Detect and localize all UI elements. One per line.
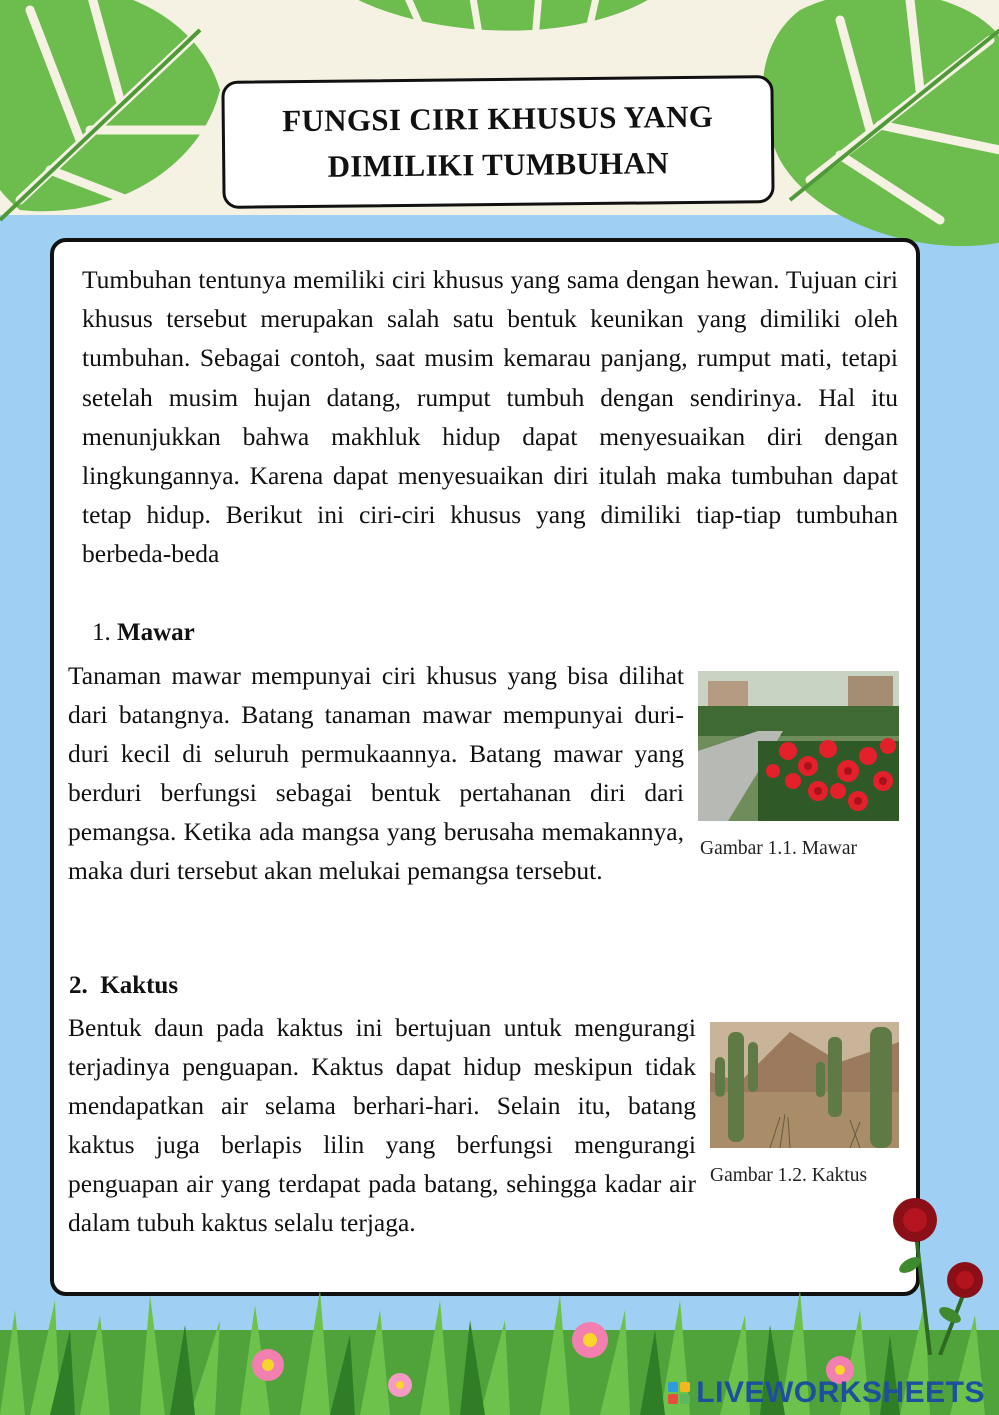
section-title: Kaktus <box>100 972 179 999</box>
monstera-leaf-right-icon <box>740 0 999 260</box>
caption-kaktus: Gambar 1.2. Kaktus <box>710 1165 868 1186</box>
intro-paragraph: Tumbuhan tentunya memiliki ciri khusus yang sama dengan hewan. Tujuan ciri khusus tersebut merupakan salah satu bentuk keunikan yang dimiliki oleh tumbuhan. Sebagai contoh, saat musim kemarau panjang, rumput mati, tetapi setelah musim hujan datang, rumput tumbuh dengan sendirinya. Hal itu menunjukkan bahwa makhluk hidup dapat menyesuaikan diri dengan lingkungannya. Karena dapat menyesuaikan diri itulah maka tumbuhan dapat tetap hidup. Berikut ini ciri-ciri khusus yang dimiliki tiap-tiap tumbuhan berbeda-beda <box>82 265 898 569</box>
rose-decoration-icon <box>870 1195 990 1355</box>
section-text-kaktus: Bentuk daun pada kaktus ini bertujuan untuk mengurangi terjadinya penguapan. Kaktus dapat hidup meskipun tidak mendapatkan air selama berhari-hari. Selain itu, batang kaktus juga berlapis lilin yang berfungsi mengurangi penguapan air yang terdapat pada batang, sehingga kadar air dalam tubuh kaktus selalu terjaga. <box>68 1013 696 1237</box>
caption-mawar: Gambar 1.1. Mawar <box>700 838 858 859</box>
title-box <box>221 75 774 209</box>
watermark-text: LIVEWORKSHEETS <box>696 1376 985 1409</box>
section-heading-mawar <box>92 619 195 647</box>
page-title-line-1: FUNGSI CIRI KHUSUS YANG <box>282 98 714 139</box>
liveworksheets-logo <box>668 1376 985 1410</box>
section-text-mawar: Tanaman mawar mempunyai ciri khusus yang bisa dilihat dari batangnya. Batang tanaman mawar mempunyai duri-duri kecil di seluruh permukaannya. Batang mawar yang berduri berfungsi sebagai bentuk pertahanan diri dari pemangsa. Ketika ada mangsa yang berusaha memakannya, maka duri tersebut akan melukai pemangsa tersebut. <box>68 661 684 885</box>
section-number: 2. <box>69 972 88 999</box>
section-heading-kaktus <box>69 972 178 1000</box>
section-number: 1. <box>92 619 111 646</box>
logo-mark-icon <box>668 1382 690 1404</box>
page-title-line-2: DIMILIKI TUMBUHAN <box>327 145 670 184</box>
rose-photo <box>698 671 899 821</box>
cactus-photo <box>710 1022 899 1148</box>
section-title: Mawar <box>117 619 195 646</box>
